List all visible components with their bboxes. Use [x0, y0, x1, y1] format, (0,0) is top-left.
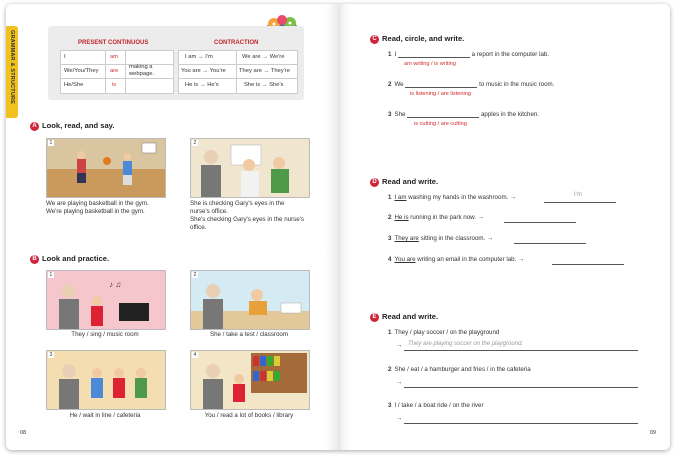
exercise-e-prompt: [388, 329, 499, 336]
section-d-badge: D: [370, 178, 379, 187]
sample-answer: I'm: [574, 192, 582, 198]
sample-answer: They are playing soccer on the playground.: [408, 341, 524, 347]
contraction-cell: I am → I'm: [185, 54, 213, 60]
item-subject: She: [394, 111, 406, 118]
item-prompt: They / play soccer / on the playground: [394, 329, 500, 336]
item-underlined: They are: [394, 235, 419, 242]
exercise-c-item: [388, 81, 554, 88]
music-room-scene-icon: [47, 271, 165, 329]
item-rest: apples in the kitchen.: [480, 111, 540, 118]
picture-caption: You / read a lot of books / library: [204, 412, 294, 419]
section-b-title-text: Look and practice.: [42, 254, 110, 263]
section-c-title: [370, 34, 464, 44]
contraction-cell: They are → They're: [239, 68, 290, 74]
svg-text:♪ ♫: ♪ ♫: [109, 280, 122, 289]
exercise-e-prompt: [388, 366, 531, 373]
exercise-c-item: [388, 111, 539, 118]
picture-caption: He / wait in line / cafeteria: [69, 412, 141, 419]
section-a-title: [30, 121, 114, 131]
page-number-right: 09: [649, 430, 656, 436]
present-continuous-table: [60, 50, 174, 94]
present-continuous-header: PRESENT CONTINUOUS: [78, 40, 149, 46]
item-prompt: I / take / a boat ride / on the river: [394, 402, 484, 409]
answer-line[interactable]: [544, 202, 616, 203]
item-subject: We: [394, 81, 404, 88]
cafeteria-scene-icon: [47, 351, 165, 409]
left-page: [6, 4, 338, 450]
grammar-box: [48, 26, 304, 100]
answer-blank[interactable]: [398, 57, 470, 58]
answer-blank[interactable]: [407, 117, 479, 118]
item-number: 3: [388, 111, 392, 118]
exercise-e-prompt: [388, 402, 484, 409]
item-number: 1: [388, 51, 392, 58]
classroom-picture: [190, 270, 310, 330]
item-underlined: He is: [394, 214, 409, 221]
item-subject: I: [394, 51, 397, 58]
section-a-badge: A: [30, 122, 39, 131]
item-rest: sitting in the classroom. →: [420, 235, 494, 242]
item-rest: washing my hands in the washroom. →: [408, 194, 517, 201]
library-scene-icon: [191, 351, 309, 409]
caption-line: We are playing basketball in the gym.: [46, 200, 149, 207]
page-number-left: 08: [20, 430, 27, 436]
item-number: 3: [388, 235, 392, 242]
nurse-office-scene-icon: [191, 139, 309, 197]
item-rest: writing an email in the computer lab. →: [417, 256, 525, 263]
verb-example-cell: making a webpage.: [129, 64, 155, 77]
answer-line[interactable]: [504, 222, 576, 223]
contraction-cell: She is → She's: [244, 82, 284, 88]
picture-number: 1: [49, 272, 53, 278]
item-number: 4: [388, 256, 392, 263]
caption-line: She is checking Gary's eyes in the: [190, 200, 285, 207]
exercise-d-item: [388, 256, 524, 263]
caption-line: nurse's office.: [190, 208, 228, 215]
section-c-title-text: Read, circle, and write.: [382, 34, 465, 43]
contraction-table: [178, 50, 298, 94]
book-spread: [6, 4, 670, 450]
be-form-cell: am: [110, 54, 119, 60]
caption-line: She's checking Gary's eyes in the nurse's office.: [190, 216, 304, 231]
section-a-title-text: Look, read, and say.: [42, 121, 115, 130]
item-number: 2: [388, 81, 392, 88]
exercise-d-item: [388, 235, 493, 242]
answer-line[interactable]: [404, 387, 638, 388]
item-number: 1: [388, 329, 392, 336]
choice-hint[interactable]: is listening / are listening: [410, 91, 471, 97]
answer-arrow: →: [396, 342, 403, 349]
picture-number: 2: [193, 140, 197, 146]
basketball-scene-icon: [47, 139, 165, 197]
picture-caption: [190, 200, 310, 232]
section-b-badge: B: [30, 255, 39, 264]
picture-number: 3: [49, 352, 53, 358]
cafeteria-picture: [46, 350, 166, 410]
gym-basketball-picture: [46, 138, 166, 198]
pronoun-cell: He/She: [64, 82, 84, 88]
answer-arrow: →: [396, 379, 403, 386]
item-rest: to music in the music room.: [479, 81, 555, 88]
item-underlined: You are: [394, 256, 416, 263]
picture-caption: They / sing / music room: [71, 331, 139, 338]
contraction-cell: He is → He's: [185, 82, 219, 88]
library-picture: [190, 350, 310, 410]
item-number: 1: [388, 194, 392, 201]
right-page: [338, 4, 670, 450]
caption-line: We're playing basketball in the gym.: [46, 208, 145, 215]
answer-line[interactable]: [514, 243, 586, 244]
music-room-picture: [46, 270, 166, 330]
section-e-title-text: Read and write.: [382, 312, 439, 321]
item-number: 2: [388, 366, 392, 373]
nurse-office-picture: [190, 138, 310, 198]
picture-caption: [46, 200, 149, 216]
section-d-title-text: Read and write.: [382, 177, 439, 186]
answer-line[interactable]: [404, 423, 638, 424]
picture-number: 2: [193, 272, 197, 278]
answer-line[interactable]: [404, 350, 638, 351]
pronoun-cell: We/You/They: [64, 68, 99, 74]
item-rest: running in the park now. →: [410, 214, 484, 221]
exercise-c-item: [388, 51, 549, 58]
item-rest: a report in the computer lab.: [471, 51, 550, 58]
picture-number: 1: [49, 140, 53, 146]
item-number: 3: [388, 402, 392, 409]
contraction-header: CONTRACTION: [214, 40, 259, 46]
section-e-title: [370, 312, 438, 322]
answer-blank[interactable]: [405, 87, 477, 88]
exercise-d-item: [388, 214, 484, 221]
section-b-title: [30, 254, 109, 264]
pronoun-cell: I: [64, 54, 66, 60]
contraction-cell: You are → You're: [181, 68, 226, 74]
item-prompt: She / eat / a hamburger and fries / in the cafeteria: [394, 366, 531, 373]
answer-line[interactable]: [552, 264, 624, 265]
grammar-structure-tab: [6, 26, 18, 118]
be-form-cell: is: [112, 82, 117, 88]
picture-number: 4: [193, 352, 197, 358]
item-number: 2: [388, 214, 392, 221]
choice-hint[interactable]: is cutting / are cutting: [414, 121, 467, 127]
picture-caption: She / take a test / classroom: [209, 331, 289, 338]
exercise-d-item: [388, 194, 516, 201]
section-e-badge: E: [370, 313, 379, 322]
classroom-scene-icon: [191, 271, 309, 329]
choice-hint[interactable]: am writing / is writing: [404, 61, 456, 67]
section-c-badge: C: [370, 35, 379, 44]
be-form-cell: are: [110, 68, 119, 74]
answer-arrow: →: [396, 415, 403, 422]
item-underlined: I am: [394, 194, 407, 201]
tab-label: GRAMMAR & STRUCTURE: [9, 30, 15, 105]
section-d-title: [370, 177, 438, 187]
contraction-cell: We are → We're: [242, 54, 285, 60]
